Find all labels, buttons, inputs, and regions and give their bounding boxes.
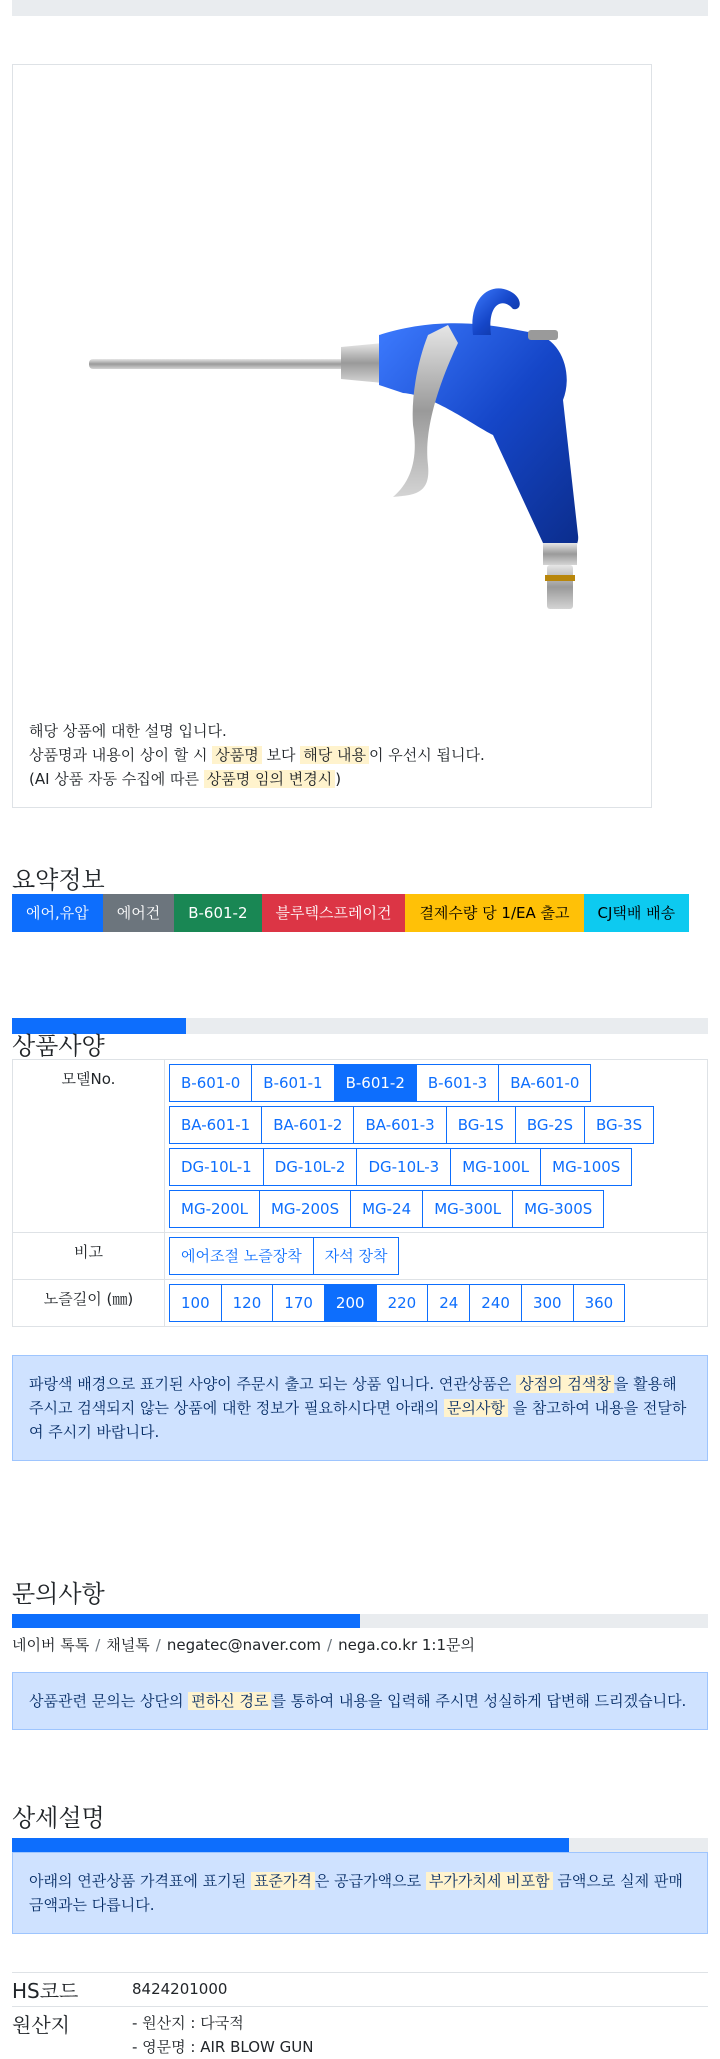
summary-badge: 에어,유압 [12, 894, 103, 932]
highlight: 부가가치세 비포함 [426, 1872, 553, 1890]
spec-option-button[interactable]: 360 [573, 1284, 626, 1322]
spec-option-button[interactable]: DG-10L-2 [263, 1148, 358, 1186]
highlight: 상품명 임의 변경시 [204, 770, 335, 788]
highlight: 문의사항 [444, 1399, 508, 1417]
origin-value [132, 2011, 313, 2059]
contact-link[interactable]: 네이버 톡톡 [12, 1636, 90, 1654]
contact-link[interactable]: 채널톡 [106, 1636, 150, 1654]
hs-code-value: 8424201000 [132, 1980, 228, 1998]
highlight: 편하신 경로 [188, 1692, 271, 1710]
spec-option-button[interactable]: MG-300L [422, 1190, 513, 1228]
separator: / [95, 1636, 101, 1654]
spec-option-button[interactable]: 170 [272, 1284, 325, 1322]
progress-fill [12, 1838, 569, 1852]
contact-links [12, 1634, 475, 1655]
spec-title: 상품사양 [12, 1032, 105, 1060]
product-photo-card [12, 64, 652, 808]
english-name-line: - 영문명 : AIR BLOW GUN [132, 2038, 314, 2056]
spec-option-button[interactable]: 220 [376, 1284, 429, 1322]
text: 이 우선시 됩니다. [368, 746, 485, 764]
text: ) [335, 770, 342, 788]
highlight: 상품명 [212, 746, 261, 764]
description-line-2 [29, 743, 485, 767]
spec-row [13, 1280, 708, 1327]
text: 을 활용해 주시고 검색되지 않는 상품에 대한 정보가 필요하시다면 아래의 [29, 1375, 677, 1417]
option-group [169, 1064, 703, 1106]
contact-link[interactable]: negatec@naver.com [166, 1636, 322, 1654]
text: 상품관련 문의는 상단의 [29, 1692, 189, 1710]
spec-option-button[interactable]: BG-3S [584, 1106, 654, 1144]
spec-option-button[interactable]: 에어조절 노즐장착 [169, 1237, 314, 1275]
spec-option-button[interactable]: BA-601-3 [353, 1106, 446, 1144]
inquiry-progress-bar [12, 1614, 708, 1628]
spec-option-button[interactable]: 200 [324, 1284, 377, 1322]
spec-option-button[interactable]: DG-10L-3 [356, 1148, 451, 1186]
spec-option-button[interactable]: BA-601-1 [169, 1106, 262, 1144]
spec-option-button[interactable]: MG-200S [259, 1190, 351, 1228]
spec-options [165, 1060, 708, 1233]
text: 금액으로 실제 판매금액과는 다릅니다. [29, 1872, 683, 1914]
spec-option-button[interactable]: 240 [469, 1284, 522, 1322]
highlight: 상점의 검색창 [516, 1375, 614, 1393]
spec-option-button[interactable]: B-601-0 [169, 1064, 252, 1102]
summary-badge: CJ택배 배송 [584, 894, 690, 932]
detail-progress-bar [12, 1838, 708, 1852]
separator: / [327, 1636, 333, 1654]
spec-options [165, 1280, 708, 1327]
top-progress-bar [12, 0, 708, 16]
spec-option-button[interactable]: MG-200L [169, 1190, 260, 1228]
inquiry-title: 문의사항 [12, 1580, 105, 1608]
spec-row-label: 비고 [13, 1233, 165, 1280]
text: 상품명과 내용이 상이 할 시 [29, 746, 213, 764]
spec-table [12, 1059, 708, 1327]
option-group [169, 1237, 703, 1279]
spec-option-button[interactable]: 24 [427, 1284, 470, 1322]
summary-badge: 에어건 [103, 894, 174, 932]
hs-code-row [12, 1972, 708, 2006]
description-line-1: 해당 상품에 대한 설명 입니다. [29, 722, 227, 740]
spec-row [13, 1233, 708, 1280]
contact-link[interactable]: nega.co.kr 1:1문의 [338, 1636, 475, 1654]
spec-option-button[interactable]: B-601-2 [334, 1064, 417, 1102]
spec-row-label: 노즐길이 (㎜) [13, 1280, 165, 1327]
summary-title: 요약정보 [12, 866, 105, 894]
summary-badge: B-601-2 [174, 894, 261, 932]
option-group [169, 1190, 703, 1232]
spec-option-button[interactable]: DG-10L-1 [169, 1148, 264, 1186]
option-group [169, 1148, 703, 1190]
description-line-3 [29, 767, 485, 791]
separator: / [155, 1636, 161, 1654]
text: 를 통하여 내용을 입력해 주시면 성실하게 답변해 드리겠습니다. [271, 1692, 687, 1710]
detail-title: 상세설명 [12, 1804, 105, 1832]
detail-notice [12, 1852, 708, 1934]
spec-options [165, 1233, 708, 1280]
spec-option-button[interactable]: 자석 장착 [313, 1237, 400, 1275]
progress-fill [12, 1614, 360, 1628]
origin-label: 원산지 [12, 2013, 70, 2037]
air-blow-gun-image [73, 225, 593, 625]
text: 파랑색 배경으로 표기된 사양이 주문시 출고 되는 상품 입니다. 연관상품은 [29, 1375, 517, 1393]
inquiry-notice [12, 1672, 708, 1730]
option-group [169, 1106, 703, 1148]
option-group [169, 1284, 703, 1326]
spec-option-button[interactable]: BA-601-2 [261, 1106, 354, 1144]
spec-row [13, 1060, 708, 1233]
product-description [29, 719, 485, 791]
hs-code-label: HS코드 [12, 1979, 79, 2003]
text: 은 공급가액으로 [314, 1872, 426, 1890]
spec-row-label: 모델No. [13, 1060, 165, 1233]
origin-row [12, 2006, 708, 2056]
spec-progress-bar [12, 1018, 708, 1034]
text: 아래의 연관상품 가격표에 표기된 [29, 1872, 251, 1890]
spec-notice [12, 1355, 708, 1461]
spec-option-button[interactable]: BG-2S [515, 1106, 585, 1144]
summary-badge: 결제수량 당 1/EA 출고 [405, 894, 583, 932]
spec-option-button[interactable]: B-601-1 [251, 1064, 334, 1102]
spec-option-button[interactable]: MG-100S [540, 1148, 632, 1186]
spec-option-button[interactable]: MG-100L [450, 1148, 541, 1186]
highlight: 표준가격 [251, 1872, 315, 1890]
spec-option-button[interactable]: MG-24 [350, 1190, 423, 1228]
spec-option-button[interactable]: MG-300S [512, 1190, 604, 1228]
summary-badge: 블루텍스프레이건 [262, 894, 406, 932]
text: 을 참고하여 내용을 전달하여 주시기 바랍니다. [29, 1399, 687, 1441]
spec-option-button[interactable]: B-601-3 [416, 1064, 499, 1102]
summary-badges [12, 894, 689, 932]
text: 보다 [261, 746, 301, 764]
origin-line: - 원산지 : 다국적 [132, 2014, 244, 2032]
highlight: 해당 내용 [300, 746, 369, 764]
text: (AI 상품 자동 수집에 따른 [29, 770, 204, 788]
spec-option-button[interactable]: BG-1S [446, 1106, 516, 1144]
spec-option-button[interactable]: 100 [169, 1284, 222, 1322]
spec-option-button[interactable]: BA-601-0 [498, 1064, 591, 1102]
spec-option-button[interactable]: 120 [221, 1284, 274, 1322]
spec-option-button[interactable]: 300 [521, 1284, 574, 1322]
